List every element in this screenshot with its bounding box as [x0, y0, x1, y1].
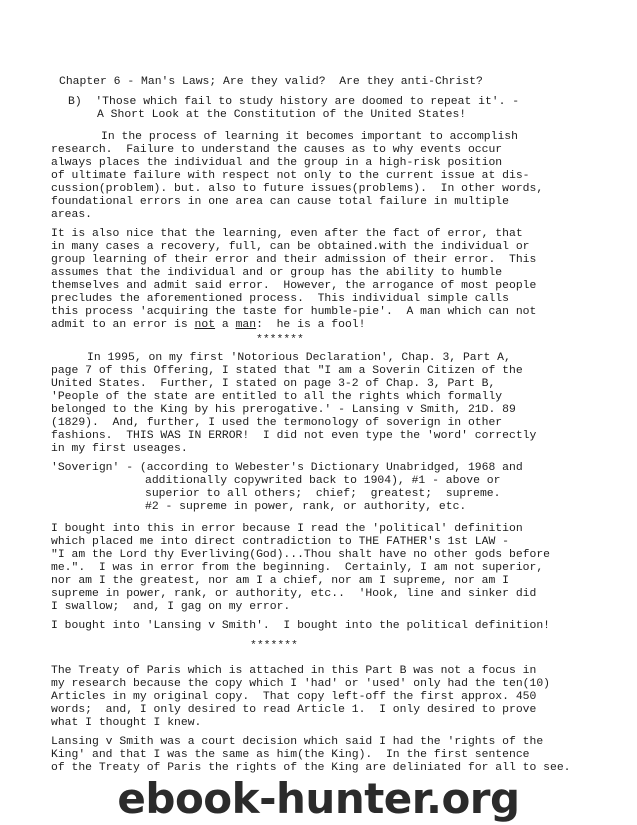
para6-line: Articles in my original copy. That copy left-off the first approx. 450 [51, 691, 537, 703]
para4-line: I swallow; and, I gag on my error. [51, 601, 291, 613]
para1-line: foundational errors in one area can cause total failure in multiple [51, 196, 509, 208]
separator: ******* [250, 640, 298, 652]
para4-line: nor am I the greatest, nor am I a chief, nor am I supreme, nor am I [51, 575, 509, 587]
para3-line: (1829). And, further, I used the termonology of soverign in other [51, 417, 503, 429]
para3-line: In 1995, on my first 'Notorious Declaration', Chap. 3, Part A, [87, 352, 511, 364]
para1-line: cussion(problem). but. also to future issues(problems). In other words, [51, 183, 544, 195]
para6-line: The Treaty of Paris which is attached in this Part B was not a focus in [51, 665, 537, 677]
para4-line: supreme in power, rank, or authority, etc.. 'Hook, line and sinker did [51, 588, 537, 600]
para1-line: In the process of learning it becomes important to accomplish [101, 131, 518, 143]
separator: ******* [256, 334, 304, 346]
section-b-line-1: B) 'Those which fail to study history are doomed to repeat it'. - [68, 96, 520, 108]
para4-line: I bought into this in error because I read the 'political' definition [51, 523, 523, 535]
definition-line: superior to all others; chief; greatest; supreme. [145, 488, 501, 500]
para1-line: always places the individual and the group in a high-risk position [51, 157, 503, 169]
para3-line: 'People of the state are entitled to all the rights which formally [51, 391, 503, 403]
para7-line: of the Treaty of Paris the rights of the King are deliniated for all to see. [51, 762, 571, 774]
para2-line: this process 'acquiring the taste for humble-pie'. A man which can not [51, 306, 537, 318]
para2-last-line: admit to an error is not a man: he is a fool! [51, 319, 366, 331]
para3-line: belonged to the King by his prerogative.' - Lansing v Smith, 21D. 89 [51, 404, 516, 416]
section-b-line-2: A Short Look at the Constitution of the United States! [97, 109, 467, 121]
para4-line: me.". I was in error from the beginning. Certainly, I am not superior, [51, 562, 544, 574]
para6-line: what I thought I knew. [51, 717, 202, 729]
para4-line: "I am the Lord thy Everliving(God)...Thou shalt have no other gods before [51, 549, 550, 561]
para7-line: Lansing v Smith was a court decision which said I had the 'rights of the [51, 736, 544, 748]
underlined-not: not [194, 319, 216, 331]
para7-line: King' and that I was the same as him(the King). In the first sentence [51, 749, 530, 761]
para2-line: assumes that the individual and or group has the ability to humble [51, 267, 503, 279]
definition-line: #2 - supreme in power, rank, or authority, etc. [145, 501, 467, 513]
para1-line: areas. [51, 209, 93, 221]
para3-line: fashions. THIS WAS IN ERROR! I did not even type the 'word' correctly [51, 430, 537, 442]
para3-line: page 7 of this Offering, I stated that "I am a Soverin Citizen of the [51, 365, 523, 377]
underlined-man: man [235, 319, 257, 331]
para4-line: which placed me into direct contradiction to THE FATHER's 1st LAW - [51, 536, 509, 548]
definition-line: 'Soverign' - (according to Webester's Dictionary Unabridged, 1968 and [51, 462, 523, 474]
para2-line: It is also nice that the learning, even after the fact of error, that [51, 228, 523, 240]
para3-line: in my first useages. [51, 443, 188, 455]
para2-line: precludes the aforementioned process. This individual simple calls [51, 293, 509, 305]
para2-line: group learning of their error and their admission of their error. This [51, 254, 537, 266]
para5-line: I bought into 'Lansing v Smith'. I bought into the political definition! [51, 620, 550, 632]
para1-line: of ultimate failure with respect not only to the current issue at dis- [51, 170, 530, 182]
para3-line: United States. Further, I stated on page 3-2 of Chap. 3, Part B, [51, 378, 496, 390]
watermark-text: ebook-hunter.org [117, 774, 520, 823]
para6-line: my research because the copy which I 'had' or 'used' only had the ten(10) [51, 678, 550, 690]
para1-line: research. Failure to understand the causes as to why events occur [51, 144, 503, 156]
para6-line: words; and, I only desired to read Article 1. I only desired to prove [51, 704, 537, 716]
para2-line: in many cases a recovery, full, can be obtained.with the individual or [51, 241, 530, 253]
para2-line: themselves and admit said error. However, the arrogance of most people [51, 280, 537, 292]
definition-line: additionally copywrited back to 1904), #1 - above or [145, 475, 501, 487]
chapter-heading: Chapter 6 - Man's Laws; Are they valid? Are they anti-Christ? [59, 76, 483, 88]
